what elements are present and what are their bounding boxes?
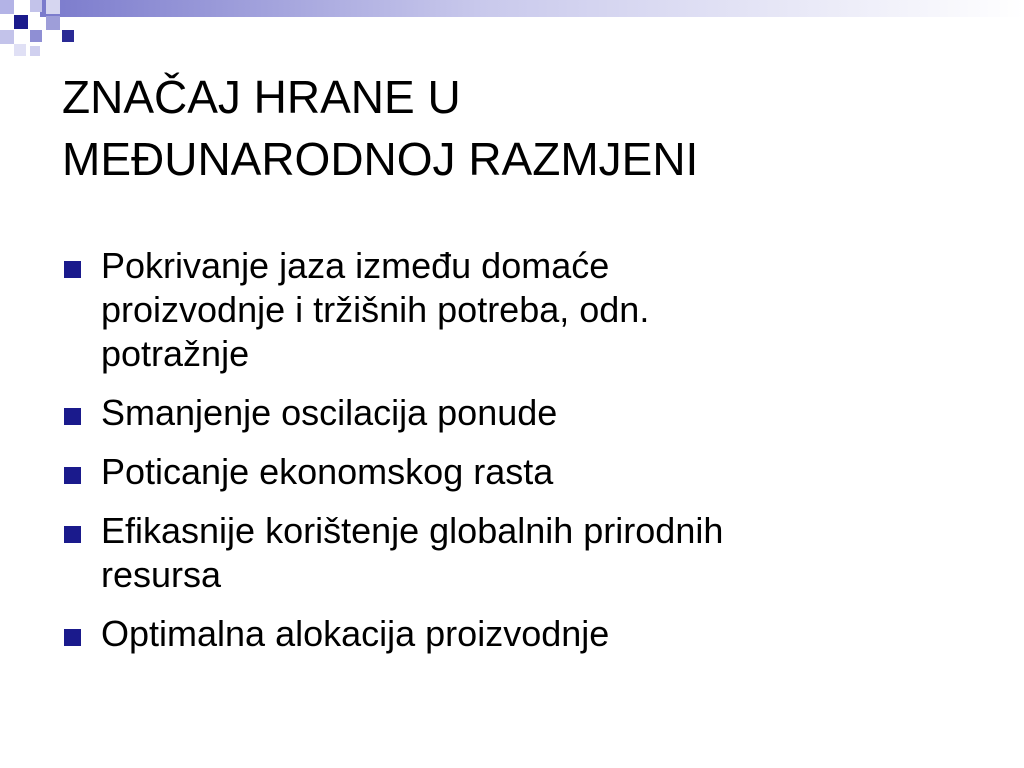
square-bullet-icon [64,629,81,646]
square-bullet-icon [64,408,81,425]
checker-square [46,0,60,14]
checker-square [0,30,14,44]
header-decoration [0,0,1024,60]
bullet-text-line: Efikasnije korištenje globalnih prirodnih [101,510,724,551]
checker-square [0,0,14,14]
bullet-text-line: resursa [101,554,222,595]
bullet-item [64,450,944,494]
bullet-text-line: Optimalna alokacija proizvodnje [101,613,610,654]
bullet-text-line: Pokrivanje jaza između domaće [101,245,610,286]
bullet-list [64,244,944,671]
bullet-text-line: Smanjenje oscilacija ponude [101,392,558,433]
bullet-text-line: Poticanje ekonomskog rasta [101,451,554,492]
checker-square [46,16,60,30]
bullet-item [64,244,944,376]
checker-square [30,0,42,12]
bullet-text-line: potražnje [101,333,250,374]
slide-title [62,66,962,190]
checker-square [62,30,74,42]
header-gradient-bar [40,0,1024,17]
bullet-text-line: proizvodnje i tržišnih potreba, odn. [101,289,650,330]
checker-square [14,44,26,56]
bullet-item [64,391,944,435]
square-bullet-icon [64,467,81,484]
square-bullet-icon [64,526,81,543]
slide-title-line: MEĐUNARODNOJ RAZMJENI [62,133,699,185]
bullet-item [64,612,944,656]
checker-square [30,46,40,56]
square-bullet-icon [64,261,81,278]
bullet-item [64,509,944,597]
slide-title-line: ZNAČAJ HRANE U [62,71,461,123]
checker-square [30,30,42,42]
checker-square [14,15,28,29]
